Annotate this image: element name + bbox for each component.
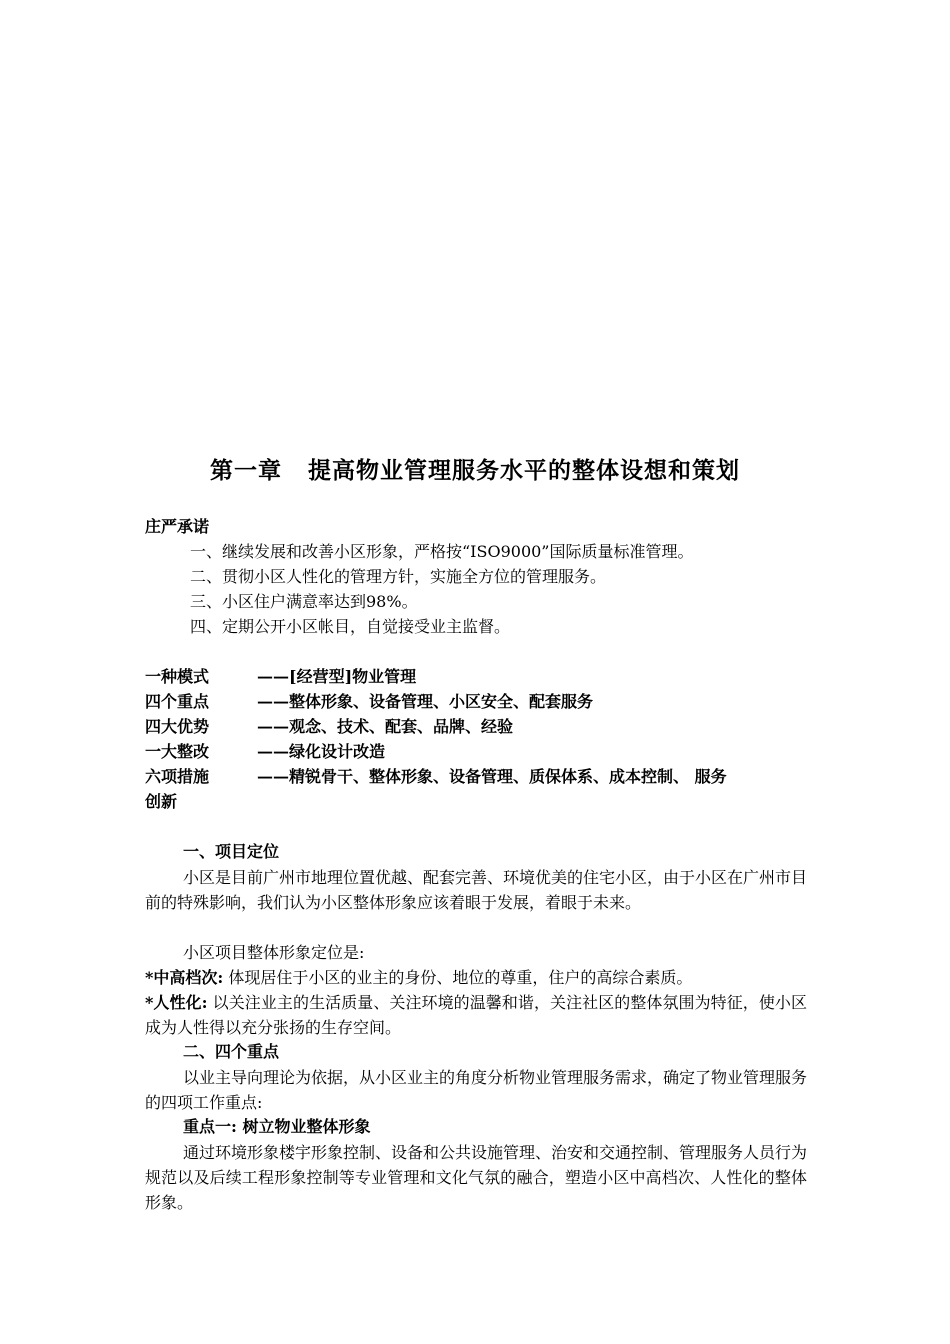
- paragraph: 小区是目前广州市地理位置优越、配套完善、环境优美的住宅小区，由于小区在广州市目前的特殊影响，我们认为小区整体形象应该着眼于发展，着眼于未来。: [145, 868, 808, 912]
- point-text: 以关注业主的生活质量、关注环境的温馨和谐，关注社区的整体氛围为特征，使小区成为人性得以充分张扬的生存空间。: [145, 993, 807, 1037]
- summary-label: 一大整改: [145, 742, 210, 761]
- summary-row: [145, 690, 593, 714]
- point-text: 体现居住于小区的业主的身份、地位的尊重，住户的高综合素质。: [223, 968, 693, 987]
- summary-label: 四个重点: [145, 692, 210, 711]
- summary-row: [145, 740, 385, 764]
- summary-text: ——整体形象、设备管理、小区安全、配套服务: [257, 692, 594, 711]
- summary-wrap: 创新: [145, 792, 178, 811]
- summary-label: 四大优势: [145, 717, 210, 736]
- sub-heading: 重点一: 树立物业整体形象: [183, 1117, 371, 1136]
- summary-label: 六项措施: [145, 767, 210, 786]
- commitment-item: 四、定期公开小区帐目，自觉接受业主监督。: [190, 617, 511, 636]
- commitment-heading: 庄严承诺: [145, 517, 210, 536]
- paragraph: 小区项目整体形象定位是:: [183, 943, 365, 962]
- summary-text: ——观念、技术、配套、品牌、经验: [257, 717, 514, 736]
- point-paragraph: [145, 990, 807, 1040]
- paragraph: 以业主导向理论为依据，从小区业主的角度分析物业管理服务需求，确定了物业管理服务的四项工作重点:: [145, 1068, 808, 1112]
- point-label: *人性化:: [145, 993, 208, 1012]
- summary-text: ——绿化设计改造: [257, 742, 386, 761]
- summary-text: ——精锐骨干、整体形象、设备管理、质保体系、成本控制、 服务: [257, 767, 727, 786]
- section-heading: 一、项目定位: [183, 842, 280, 861]
- chapter-number: 第一章: [210, 457, 282, 484]
- summary-text: ——[经营型]物业管理: [257, 667, 417, 686]
- summary-row: [145, 765, 727, 789]
- point-label: *中高档次:: [145, 968, 224, 987]
- commitment-item: 三、小区住户满意率达到98%。: [190, 592, 418, 611]
- commitment-item: 一、继续发展和改善小区形象，严格按“ISO9000”国际质量标准管理。: [190, 542, 694, 561]
- paragraph: 通过环境形象楼宇形象控制、设备和公共设施管理、治安和交通控制、管理服务人员行为规范以及后续工程形象控制等专业管理和文化气氛的融合，塑造小区中高档次、人性化的整体形象。: [145, 1143, 808, 1212]
- point-paragraph: [145, 965, 807, 990]
- summary-row: [145, 665, 416, 689]
- summary-row: [145, 715, 513, 739]
- chapter-title: [0, 452, 950, 485]
- commitment-item: 二、贯彻小区人性化的管理方针，实施全方位的管理服务。: [190, 567, 607, 586]
- section-heading: 二、四个重点: [183, 1042, 280, 1061]
- chapter-heading: 提高物业管理服务水平的整体设想和策划: [308, 457, 740, 484]
- summary-label: 一种模式: [145, 667, 210, 686]
